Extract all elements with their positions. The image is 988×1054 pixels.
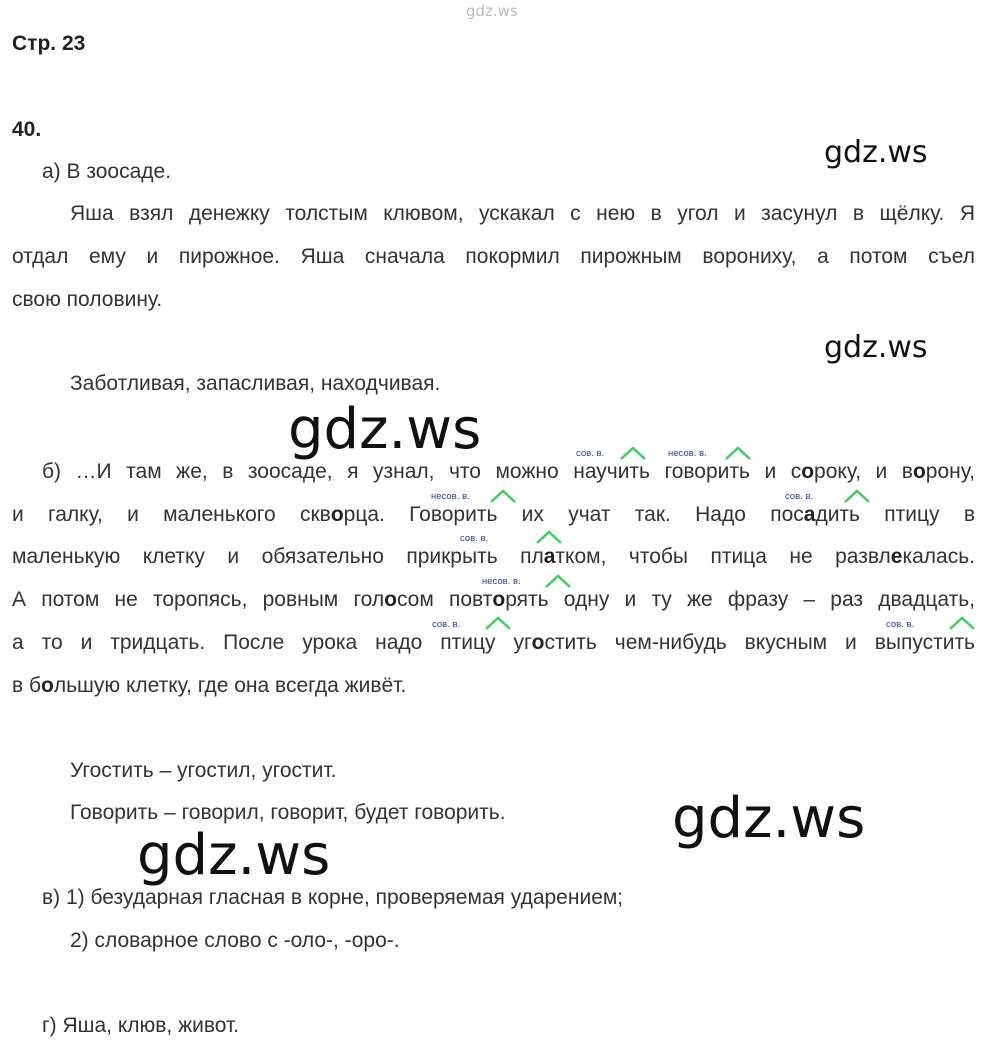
aspect-annotation: сов. в. bbox=[432, 619, 461, 630]
part-b-line-4: А потом не торопясь, ровным голосом повторять одну и ту же фразу – раз двадцать, bbox=[12, 588, 975, 611]
verb-forms-line-2: Говорить – говорил, говорит, будет говорить. bbox=[70, 801, 506, 824]
part-b-line-1: б) …И там же, в зоосаде, я узнал, что можно научить говорить и сороку, и ворону, bbox=[42, 460, 975, 483]
watermark: gdz.ws bbox=[288, 397, 482, 462]
stressed-vowel: о bbox=[801, 460, 815, 483]
caret-mark-icon bbox=[724, 445, 752, 461]
verb-forms-line-1: Угостить – угостил, угостит. bbox=[70, 759, 337, 782]
caret-mark-icon bbox=[619, 445, 647, 461]
watermark: gdz.ws bbox=[824, 330, 928, 365]
top-watermark: gdz.ws bbox=[466, 2, 518, 20]
part-a-line-3: свою половину. bbox=[12, 288, 163, 311]
aspect-annotation: сов. в. bbox=[576, 448, 605, 459]
stressed-vowel: о bbox=[330, 503, 344, 526]
part-b-line-5: а то и тридцать. После урока надо птицу угостить чем-нибудь вкусным и выпустить bbox=[12, 631, 976, 654]
part-v-line-1: в) 1) безударная гласная в корне, проверяемая ударением; bbox=[42, 886, 624, 909]
stressed-vowel: о bbox=[384, 588, 397, 611]
watermark: gdz.ws bbox=[824, 135, 928, 170]
caret-mark-icon bbox=[948, 615, 976, 631]
aspect-annotation: несов. в. bbox=[668, 448, 707, 459]
stressed-vowel: а bbox=[543, 545, 556, 568]
caret-mark-icon bbox=[489, 488, 517, 504]
watermark: gdz.ws bbox=[672, 786, 866, 851]
stressed-vowel: о bbox=[41, 674, 54, 697]
stressed-vowel: о bbox=[531, 631, 545, 654]
part-b-line-6: в большую клетку, где она всегда живёт. bbox=[12, 674, 407, 697]
stressed-vowel: о bbox=[492, 588, 506, 611]
exercise-number: 40. bbox=[12, 118, 42, 141]
stressed-vowel: о bbox=[912, 460, 926, 483]
aspect-annotation: сов. в. bbox=[785, 491, 814, 502]
part-a-line-1: Яша взял денежку толстым клювом, ускакал с нею в угол и засунул в щёлку. Я bbox=[70, 202, 975, 225]
part-b-line-2: и галку, и маленького скворца. Говорить их учат так. Надо посадить птицу в bbox=[12, 503, 975, 526]
part-a-heading: а) В зоосаде. bbox=[42, 160, 172, 183]
watermark: gdz.ws bbox=[137, 823, 331, 888]
caret-mark-icon bbox=[535, 529, 563, 545]
part-a-adjectives: Заботливая, запасливая, находчивая. bbox=[70, 372, 441, 395]
aspect-annotation: несов. в. bbox=[482, 576, 521, 587]
page-label: Стр. 23 bbox=[12, 32, 86, 55]
part-a-line-2: отдал ему и пирожное. Яша сначала покормил пирожным ворониху, а потом съел bbox=[12, 245, 975, 268]
part-g-line: г) Яша, клюв, живот. bbox=[42, 1014, 240, 1037]
aspect-annotation: сов. в. bbox=[460, 533, 489, 544]
stressed-vowel: а bbox=[803, 503, 816, 526]
aspect-annotation: несов. в. bbox=[431, 491, 470, 502]
stressed-vowel: е bbox=[890, 545, 903, 568]
caret-mark-icon bbox=[484, 615, 512, 631]
part-v-line-2: 2) словарное слово с -оло-, -оро-. bbox=[70, 929, 400, 952]
aspect-annotation: сов. в. bbox=[886, 619, 915, 630]
caret-mark-icon bbox=[544, 573, 572, 589]
caret-mark-icon bbox=[843, 488, 871, 504]
part-b-line-3: маленькую клетку и обязательно прикрыть платком, чтобы птица не развлекалась. bbox=[12, 545, 976, 568]
